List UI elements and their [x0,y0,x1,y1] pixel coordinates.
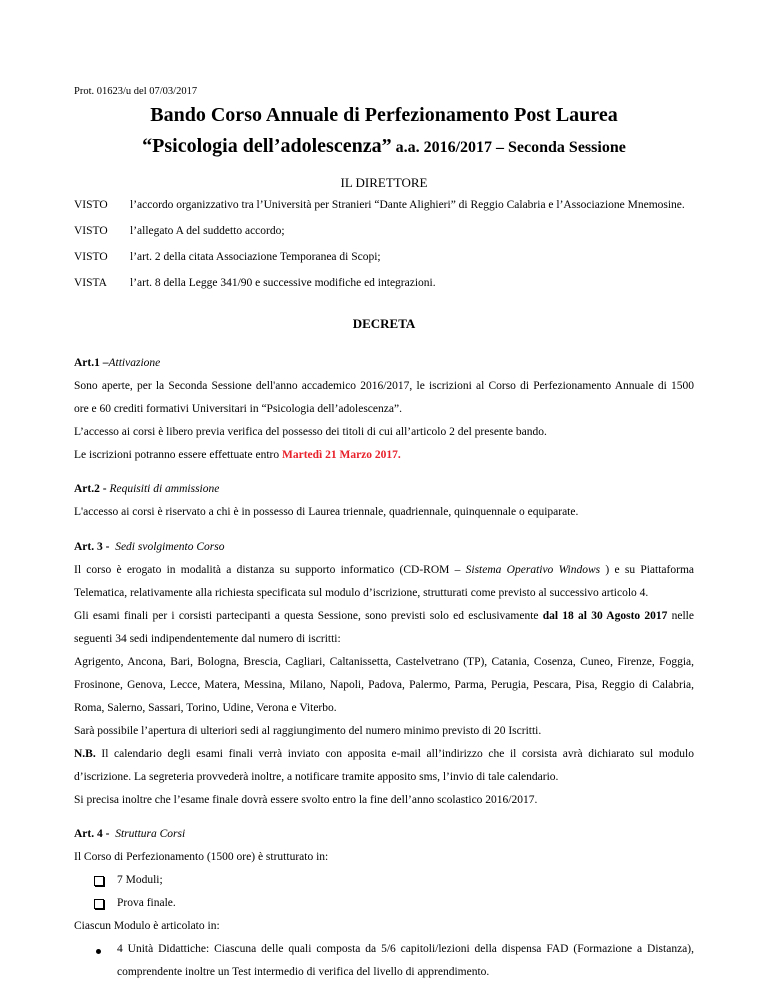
article-3-heading [74,542,224,554]
text-segment: Il corso è erogato in modalità a distanza su supporto informatico (CD-ROM – [74,564,466,576]
list-item: Prova finale. [117,897,176,909]
text-segment: nelle [667,610,694,622]
premise-key: VISTA [74,277,107,289]
premise-key: VISTO [74,251,108,263]
text-segment: ) e su Piattaforma [600,564,694,576]
list-item: 4 Unità Didattiche: Ciascuna delle quali composta da 5/6 capitoli/lezioni della dispensa FAD (Formazione a Distanza), [117,943,694,955]
article-1-line: L’accesso ai corsi è libero previa verifica del possesso dei titoli di cui all’articolo 2 del presente bando. [74,426,547,438]
text-segment: Il calendario degli esami finali verrà inviato con apposita e-mail all’indirizzo che il corsista avrà dichiarato sul modulo [95,748,694,760]
article-3-line: Telematica, relativamente alla richiesta specificata sul modulo d’iscrizione, strutturati come previsto al successivo articolo 4. [74,587,649,599]
director-heading: IL DIRETTORE [340,175,428,190]
exam-cities-line: Roma, Salerno, Sassari, Torino, Udine, Verona e Viterbo. [74,702,337,714]
deadline-prefix: Le iscrizioni potranno essere effettuate entro [74,449,282,461]
article-label: Art.2 - [74,483,107,495]
article-title: Requisiti di ammissione [109,483,220,495]
article-2-heading [74,484,219,496]
checkbox-bullet-icon [94,899,104,909]
article-3-line: Si precisa inoltre che l’esame finale dovrà essere svolto entro la fine dell’anno scolastico 2016/2017. [74,794,538,806]
article-4-heading [74,829,185,841]
article-label: Art. 3 - [74,541,110,553]
document-subtitle [0,136,768,156]
premise-text: l’allegato A del suddetto accordo; [130,225,285,237]
article-title: Struttura Corsi [115,828,186,840]
exam-cities-line: Frosinone, Genova, Lecce, Matera, Messina, Milano, Napoli, Padova, Palermo, Parma, Perugia, Pescara, Pisa, Reggio di Calabria, [74,679,694,691]
list-item: comprendente inoltre un Test intermedio di verifica del livello di apprendimento. [117,966,490,978]
checkbox-bullet-icon [94,876,104,886]
bullet-icon [96,949,101,954]
article-4-line: Il Corso di Perfezionamento (1500 ore) è strutturato in: [74,851,329,863]
nota-bene-label: N.B. [74,748,96,760]
premise-key: VISTO [74,199,108,211]
document-title: Bando Corso Annuale di Perfezionamento Post Laurea [150,104,618,126]
article-3-line: d’iscrizione. La segreteria provvederà inoltre, a notificare tramite apposito sms, l’invio di tale calendario. [74,771,559,783]
article-1-line: Sono aperte, per la Seconda Sessione dell'anno accademico 2016/2017, le iscrizioni al Corso di Perfezionamento Annuale di 1500 [74,380,694,392]
os-requirement: Sistema Operativo Windows [465,564,601,576]
decreta-heading: DECRETA [352,316,416,331]
article-label: Art. 4 - [74,828,110,840]
premise-text: l’art. 2 della citata Associazione Temporanea di Scopi; [130,251,381,263]
session-label: a.a. 2016/2017 – Seconda Sessione [391,139,626,156]
article-3-line [74,565,694,577]
premise-text: l’art. 8 della Legge 341/90 e successive modifiche ed integrazioni. [130,277,436,289]
registration-deadline: Martedì 21 Marzo 2017. [281,449,401,461]
article-2-line: L'accesso ai corsi è riservato a chi è in possesso di Laurea triennale, quadriennale, quinquennale o equiparate. [74,506,579,518]
registration-deadline-line [74,450,401,462]
article-label: Art.1 – [74,357,109,369]
premise-key: VISTO [74,225,108,237]
article-1-heading [74,358,160,370]
text-segment: Gli esami finali per i corsisti partecipanti a questa Sessione, sono previsti solo ed esclusivamente [74,610,543,622]
course-name: “Psicologia dell’adolescenza” [142,135,392,157]
exam-dates-line [74,611,694,623]
article-title: Attivazione [108,357,161,369]
article-3-line: seguenti 34 sedi indipendentemente dal numero di iscritti: [74,633,341,645]
exam-cities-line: Agrigento, Ancona, Bari, Bologna, Brescia, Cagliari, Caltanissetta, Castelvetrano (TP), Catania, Cosenza, Cuneo, Firenze, Foggia, [74,656,694,668]
protocol-number: Prot. 01623/u del 07/03/2017 [74,86,198,97]
article-4-line: Ciascun Modulo è articolato in: [74,920,220,932]
list-item: 7 Moduli; [117,874,163,886]
nota-bene-line [74,749,694,761]
article-title: Sedi svolgimento Corso [115,541,225,553]
premise-text: l’accordo organizzativo tra l’Università per Stranieri “Dante Alighieri” di Reggio Calabria e l’Associazione Mnemosine. [130,199,685,211]
exam-dates: dal 18 al 30 Agosto 2017 [542,610,668,622]
article-1-line: ore e 60 crediti formativi Universitari in “Psicologia dell’adolescenza”. [74,403,402,415]
article-3-line: Sarà possibile l’apertura di ulteriori sedi al raggiungimento del numero minimo previsto di 20 Iscritti. [74,725,542,737]
